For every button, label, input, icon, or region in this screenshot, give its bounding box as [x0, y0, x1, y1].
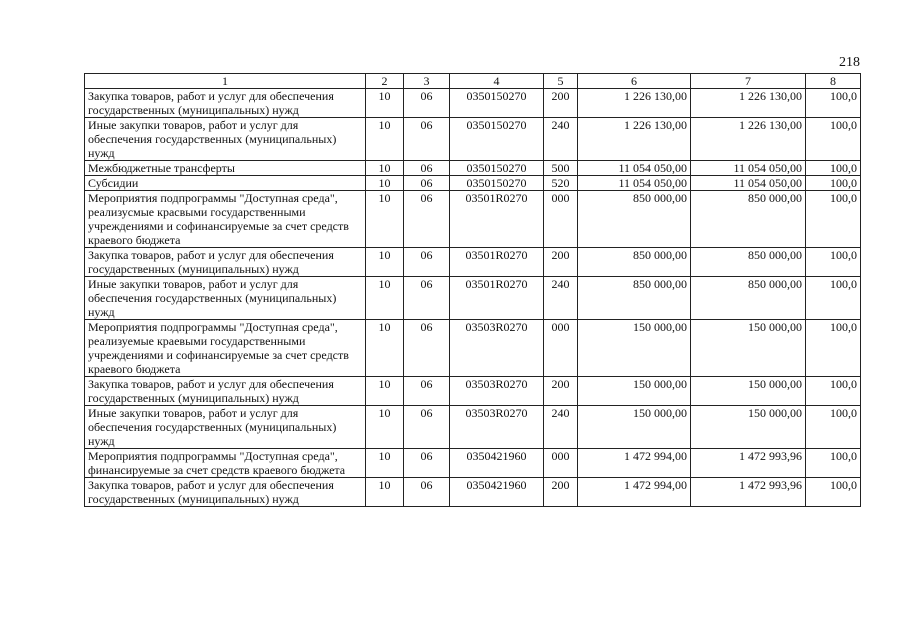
item-name: Закупка товаров, работ и услуг для обеспечения государственных (муниципальных) нужд — [85, 89, 366, 118]
header-col-8: 8 — [806, 74, 861, 89]
section-code: 10 — [366, 118, 404, 161]
table-row — [85, 377, 861, 406]
item-name: Межбюджетные трансферты — [85, 161, 366, 176]
executed-amount: 11 054 050,00 — [691, 161, 806, 176]
page-number: 218 — [839, 55, 860, 70]
table-row — [85, 478, 861, 507]
target-article-code: 0350421960 — [450, 478, 544, 507]
table-row — [85, 277, 861, 320]
target-article-code: 03501R0270 — [450, 191, 544, 248]
executed-amount: 150 000,00 — [691, 406, 806, 449]
planned-amount: 150 000,00 — [578, 377, 691, 406]
planned-amount: 150 000,00 — [578, 320, 691, 377]
subsection-code: 06 — [404, 161, 450, 176]
subsection-code: 06 — [404, 89, 450, 118]
execution-percent: 100,0 — [806, 248, 861, 277]
executed-amount: 850 000,00 — [691, 191, 806, 248]
table-row — [85, 191, 861, 248]
header-col-1: 1 — [85, 74, 366, 89]
planned-amount: 850 000,00 — [578, 277, 691, 320]
execution-percent: 100,0 — [806, 176, 861, 191]
table-row — [85, 320, 861, 377]
section-code: 10 — [366, 248, 404, 277]
target-article-code: 0350421960 — [450, 449, 544, 478]
section-code: 10 — [366, 406, 404, 449]
subsection-code: 06 — [404, 377, 450, 406]
execution-percent: 100,0 — [806, 449, 861, 478]
expense-type-code: 200 — [544, 248, 578, 277]
execution-percent: 100,0 — [806, 161, 861, 176]
expense-type-code: 200 — [544, 478, 578, 507]
executed-amount: 850 000,00 — [691, 277, 806, 320]
subsection-code: 06 — [404, 248, 450, 277]
expense-type-code: 200 — [544, 377, 578, 406]
execution-percent: 100,0 — [806, 277, 861, 320]
executed-amount: 150 000,00 — [691, 377, 806, 406]
execution-percent: 100,0 — [806, 406, 861, 449]
target-article-code: 03503R0270 — [450, 320, 544, 377]
target-article-code: 0350150270 — [450, 176, 544, 191]
section-code: 10 — [366, 449, 404, 478]
subsection-code: 06 — [404, 449, 450, 478]
subsection-code: 06 — [404, 320, 450, 377]
item-name: Мероприятия подпрограммы "Доступная среда", реализусмые красвыми государственными учреждениями и софинансируемые за счет средств краевого бюджета — [85, 191, 366, 248]
executed-amount: 1 226 130,00 — [691, 89, 806, 118]
section-code: 10 — [366, 277, 404, 320]
table-row — [85, 248, 861, 277]
target-article-code: 03501R0270 — [450, 248, 544, 277]
expense-type-code: 240 — [544, 118, 578, 161]
execution-percent: 100,0 — [806, 191, 861, 248]
planned-amount: 1 472 994,00 — [578, 449, 691, 478]
planned-amount: 11 054 050,00 — [578, 161, 691, 176]
planned-amount: 850 000,00 — [578, 191, 691, 248]
item-name: Мероприятия подпрограммы "Доступная среда", реализуемые краевыми государственными учреждениями и софинансируемые за счет средств краевого бюджета — [85, 320, 366, 377]
table-body — [85, 89, 861, 507]
header-col-6: 6 — [578, 74, 691, 89]
table-row — [85, 89, 861, 118]
item-name: Субсидии — [85, 176, 366, 191]
item-name: Закупка товаров, работ и услуг для обеспечения государственных (муниципальных) нужд — [85, 377, 366, 406]
target-article-code: 03501R0270 — [450, 277, 544, 320]
budget-table — [84, 73, 861, 507]
section-code: 10 — [366, 478, 404, 507]
target-article-code: 0350150270 — [450, 161, 544, 176]
subsection-code: 06 — [404, 478, 450, 507]
execution-percent: 100,0 — [806, 478, 861, 507]
table-row — [85, 118, 861, 161]
subsection-code: 06 — [404, 176, 450, 191]
expense-type-code: 000 — [544, 191, 578, 248]
item-name: Мероприятия подпрограммы "Доступная среда", финансируемые за счет средств краевого бюджета — [85, 449, 366, 478]
expense-type-code: 200 — [544, 89, 578, 118]
section-code: 10 — [366, 191, 404, 248]
target-article-code: 03503R0270 — [450, 377, 544, 406]
planned-amount: 150 000,00 — [578, 406, 691, 449]
expense-type-code: 500 — [544, 161, 578, 176]
expense-type-code: 000 — [544, 320, 578, 377]
header-col-3: 3 — [404, 74, 450, 89]
planned-amount: 11 054 050,00 — [578, 176, 691, 191]
table-row — [85, 449, 861, 478]
subsection-code: 06 — [404, 191, 450, 248]
planned-amount: 1 226 130,00 — [578, 118, 691, 161]
expense-type-code: 000 — [544, 449, 578, 478]
item-name: Закупка товаров, работ и услуг для обеспечения государственных (муниципальных) нужд — [85, 478, 366, 507]
section-code: 10 — [366, 161, 404, 176]
table-row — [85, 161, 861, 176]
planned-amount: 850 000,00 — [578, 248, 691, 277]
item-name: Иные закупки товаров, работ и услуг для обеспечения государственных (муниципальных) нужд — [85, 118, 366, 161]
item-name: Иные закупки товаров, работ и услуг для обеспечения государственных (муниципальных) нужд — [85, 406, 366, 449]
header-col-5: 5 — [544, 74, 578, 89]
expense-type-code: 240 — [544, 406, 578, 449]
item-name: Иные закупки товаров, работ и услуг для обеспечения государственных (муниципальных) нужд — [85, 277, 366, 320]
subsection-code: 06 — [404, 118, 450, 161]
subsection-code: 06 — [404, 277, 450, 320]
executed-amount: 11 054 050,00 — [691, 176, 806, 191]
section-code: 10 — [366, 320, 404, 377]
target-article-code: 03503R0270 — [450, 406, 544, 449]
expense-type-code: 520 — [544, 176, 578, 191]
table-row — [85, 406, 861, 449]
execution-percent: 100,0 — [806, 118, 861, 161]
table-header — [85, 74, 861, 89]
header-row — [85, 74, 861, 89]
section-code: 10 — [366, 89, 404, 118]
executed-amount: 1 472 993,96 — [691, 449, 806, 478]
execution-percent: 100,0 — [806, 320, 861, 377]
table-row — [85, 176, 861, 191]
target-article-code: 0350150270 — [450, 118, 544, 161]
header-col-2: 2 — [366, 74, 404, 89]
executed-amount: 1 472 993,96 — [691, 478, 806, 507]
executed-amount: 850 000,00 — [691, 248, 806, 277]
section-code: 10 — [366, 377, 404, 406]
expense-type-code: 240 — [544, 277, 578, 320]
executed-amount: 1 226 130,00 — [691, 118, 806, 161]
planned-amount: 1 472 994,00 — [578, 478, 691, 507]
target-article-code: 0350150270 — [450, 89, 544, 118]
executed-amount: 150 000,00 — [691, 320, 806, 377]
subsection-code: 06 — [404, 406, 450, 449]
header-col-4: 4 — [450, 74, 544, 89]
section-code: 10 — [366, 176, 404, 191]
header-col-7: 7 — [691, 74, 806, 89]
item-name: Закупка товаров, работ и услуг для обеспечения государственных (муниципальных) нужд — [85, 248, 366, 277]
execution-percent: 100,0 — [806, 377, 861, 406]
execution-percent: 100,0 — [806, 89, 861, 118]
planned-amount: 1 226 130,00 — [578, 89, 691, 118]
